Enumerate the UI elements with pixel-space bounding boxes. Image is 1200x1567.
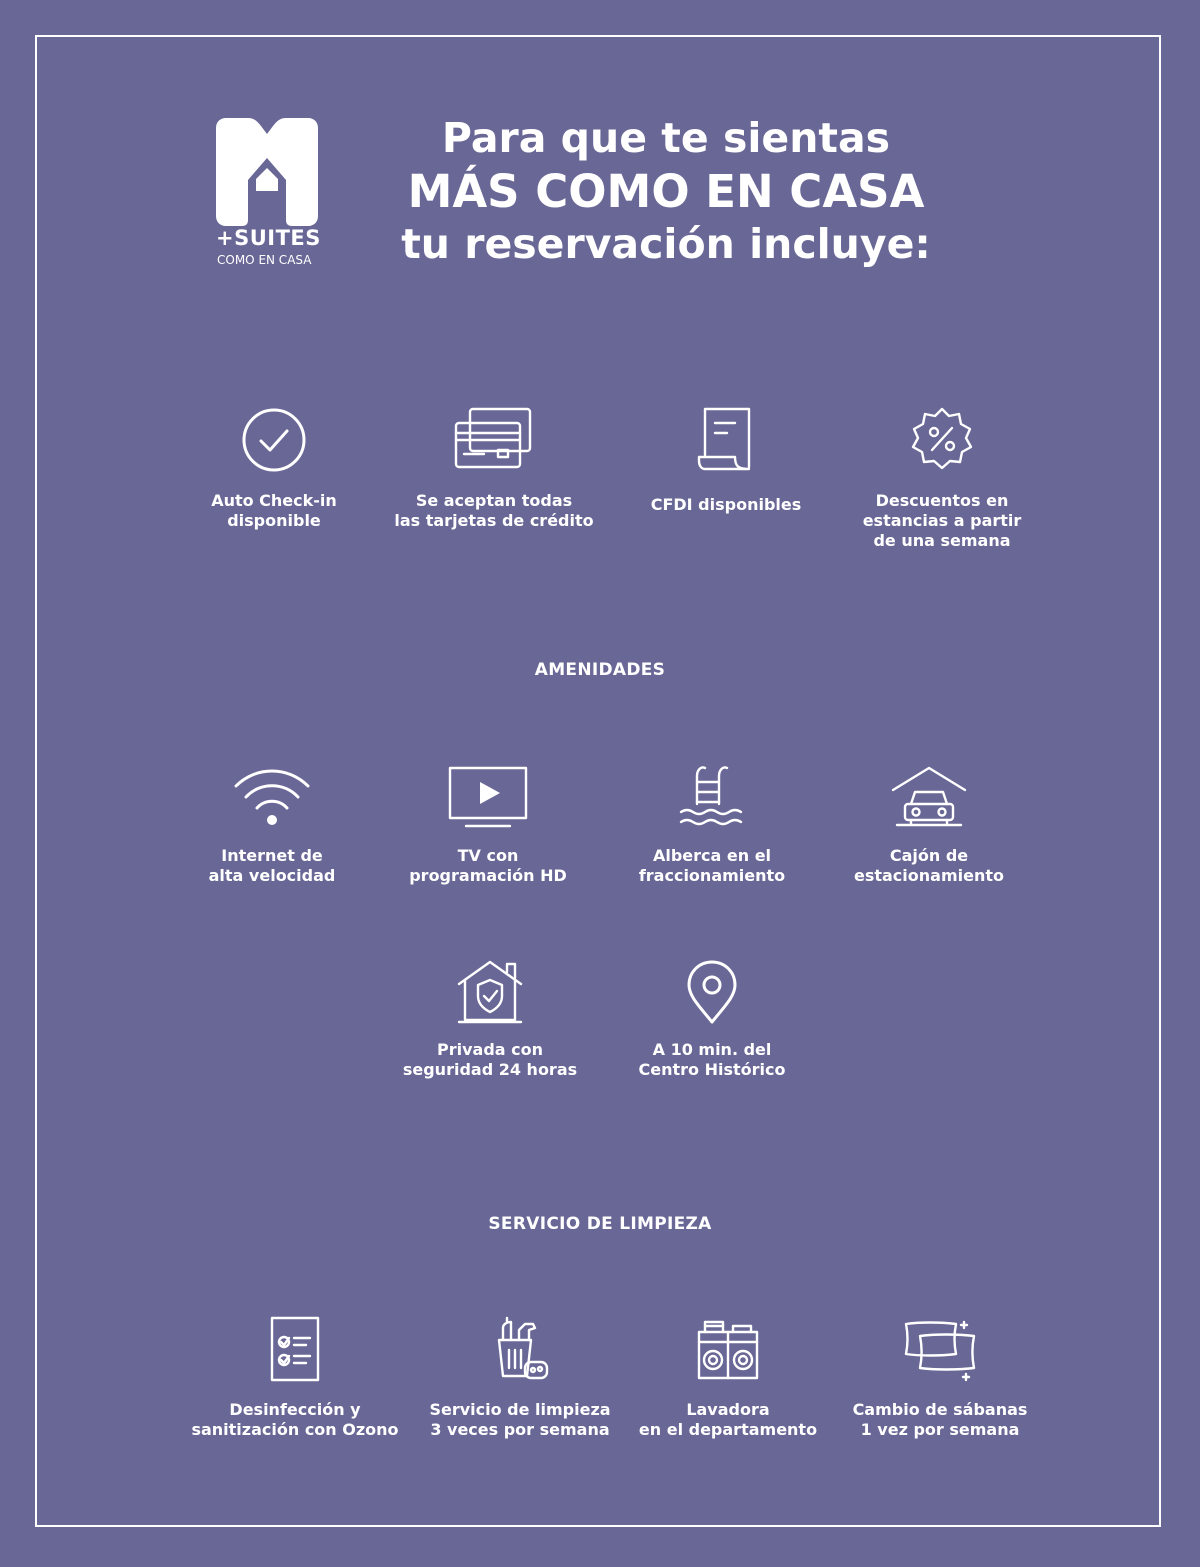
headline-line-2: MÁS COMO EN CASA	[407, 165, 925, 218]
pool-ladder-icon	[677, 764, 747, 830]
amenity-parking	[819, 764, 1039, 885]
amenity-label: Alberca en el fraccionamiento	[638, 846, 786, 885]
cleaning-label: Cambio de sábanas 1 vez por semana	[852, 1400, 1028, 1439]
amenity-label: Internet de alta velocidad	[208, 846, 336, 885]
cleaning-ozone	[185, 1314, 405, 1439]
feature-label: Descuentos en estancias a partir de una semana	[862, 491, 1022, 550]
section-title-limpieza: SERVICIO DE LIMPIEZA	[488, 1214, 712, 1234]
tv-play-icon	[446, 764, 530, 830]
feature-credit-cards	[384, 405, 604, 530]
garage-car-icon	[889, 764, 969, 830]
cleaning-supplies-icon	[485, 1314, 555, 1384]
amenity-internet	[162, 764, 382, 885]
amenity-label: A 10 min. del Centro Histórico	[638, 1040, 786, 1079]
washing-machine-icon	[693, 1314, 763, 1384]
amenity-label: TV con programación HD	[409, 846, 567, 885]
feature-cfdi	[616, 405, 836, 514]
feature-label: Auto Check-in disponible	[211, 491, 337, 530]
house-shield-icon	[455, 958, 525, 1026]
headline-line-3: tu reservación incluye:	[401, 220, 931, 268]
document-icon	[691, 405, 761, 475]
wifi-icon	[232, 764, 312, 830]
cleaning-label: Desinfección y sanitización con Ozono	[191, 1400, 399, 1439]
section-title-amenidades: AMENIDADES	[534, 660, 666, 680]
cleaning-sheets	[830, 1314, 1050, 1439]
amenity-tv	[378, 764, 598, 885]
location-pin-icon	[677, 958, 747, 1026]
discount-badge-icon	[907, 405, 977, 475]
feature-label: CFDI disponibles	[650, 495, 802, 514]
feature-label: Se aceptan todas las tarjetas de crédito	[394, 491, 594, 530]
brand-name: +SUITES	[216, 226, 321, 250]
checkmark-circle-icon	[239, 405, 309, 475]
amenity-label: Cajón de estacionamiento	[853, 846, 1004, 885]
pillows-icon	[898, 1314, 982, 1384]
credit-cards-icon	[452, 405, 536, 475]
feature-discounts	[832, 405, 1052, 550]
amenity-pool	[602, 764, 822, 885]
headline-line-1: Para que te sientas	[441, 114, 891, 162]
cleaning-label: Servicio de limpieza 3 veces por semana	[429, 1400, 611, 1439]
cleaning-label: Lavadora en el departamento	[638, 1400, 818, 1439]
brand-tagline: COMO EN CASA	[217, 253, 312, 267]
amenity-security	[380, 958, 600, 1079]
amenity-location	[602, 958, 822, 1079]
amenity-label: Privada con seguridad 24 horas	[402, 1040, 578, 1079]
brand-logo	[216, 118, 321, 267]
cleaning-service	[410, 1314, 630, 1439]
headline	[366, 112, 966, 268]
feature-auto-checkin	[164, 405, 384, 530]
checklist-icon	[260, 1314, 330, 1384]
house-m-logo-icon	[216, 118, 318, 226]
cleaning-washer	[618, 1314, 838, 1439]
